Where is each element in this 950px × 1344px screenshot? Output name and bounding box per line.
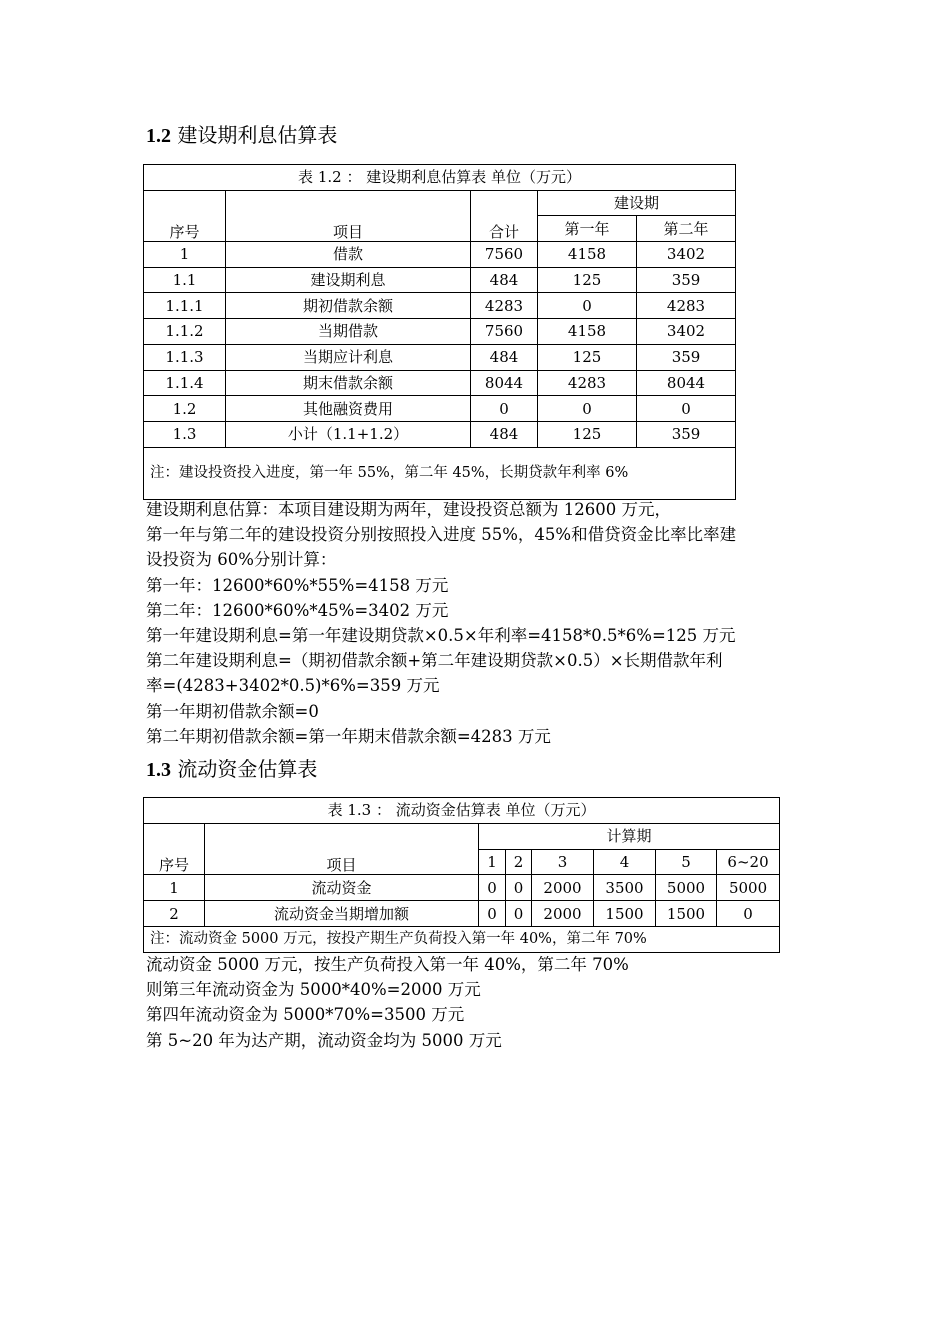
- header-period-1: 1: [479, 849, 506, 875]
- text-line: 第二年：12600*60%*45%=3402 万元: [146, 600, 449, 620]
- cell-p5: 5000: [656, 875, 717, 901]
- table-row: [144, 293, 736, 319]
- cell-p6-20: 0: [717, 901, 780, 927]
- cell-total: 484: [471, 421, 538, 447]
- header-no: 序号: [144, 823, 205, 875]
- cell-no: 1.1.1: [144, 293, 226, 319]
- text-line: 率=(4283+3402*0.5)*6%=359 万元: [146, 676, 440, 696]
- cell-p1: 0: [479, 875, 506, 901]
- cell-year1: 125: [538, 267, 637, 293]
- text-line: 第 5~20 年为达产期，流动资金均为 5000 万元: [146, 1030, 502, 1050]
- cell-year2: 359: [637, 344, 736, 370]
- cell-item: 其他融资费用: [226, 396, 471, 422]
- cell-year1: 4158: [538, 319, 637, 345]
- working-capital-table: [143, 797, 780, 953]
- table-row: [144, 901, 780, 927]
- interest-explanation: [146, 497, 816, 749]
- cell-p4: 3500: [594, 875, 656, 901]
- cell-no: 1.3: [144, 421, 226, 447]
- section-1-3-heading: [146, 756, 317, 783]
- cell-total: 7560: [471, 319, 538, 345]
- header-item: 项目: [226, 190, 471, 241]
- cell-total: 7560: [471, 242, 538, 268]
- header-period-4: 4: [594, 849, 656, 875]
- text-line: 第一年建设期利息=第一年建设期贷款×0.5×年利率=4158*0.5*6%=125 万元: [146, 626, 736, 646]
- cell-item: 当期应计利息: [226, 344, 471, 370]
- cell-no: 1.1: [144, 267, 226, 293]
- header-no: 序号: [144, 190, 226, 241]
- section-number: 1.3: [146, 759, 171, 781]
- cell-total: 0: [471, 396, 538, 422]
- cell-item: 借款: [226, 242, 471, 268]
- interest-table: [143, 164, 736, 500]
- cell-year1: 0: [538, 396, 637, 422]
- cell-p4: 1500: [594, 901, 656, 927]
- text-line: 第一年期初借款余额=0: [146, 701, 319, 721]
- cell-item: 期末借款余额: [226, 370, 471, 396]
- cell-year1: 4158: [538, 242, 637, 268]
- text-line: 则第三年流动资金为 5000*40%=2000 万元: [146, 980, 481, 1000]
- table-note: 注：流动资金 5000 万元，按投产期生产负荷投入第一年 40%，第二年 70%: [144, 926, 780, 952]
- cell-year1: 125: [538, 421, 637, 447]
- section-title: 流动资金估算表: [177, 757, 318, 781]
- text-line: 第一年与第二年的建设投资分别按照投入进度 55%，45%和借贷资金比率比率建: [146, 525, 737, 545]
- cell-year2: 3402: [637, 242, 736, 268]
- cell-p3: 2000: [532, 901, 594, 927]
- table-caption: 表 1.2 ： 建设期利息估算表 单位（万元）: [144, 165, 736, 191]
- cell-year1: 125: [538, 344, 637, 370]
- table-caption: 表 1.3 ： 流动资金估算表 单位（万元）: [144, 798, 780, 824]
- cell-year2: 0: [637, 396, 736, 422]
- header-item: 项目: [205, 823, 479, 875]
- header-period-2: 2: [506, 849, 532, 875]
- cell-p3: 2000: [532, 875, 594, 901]
- table-row: [144, 267, 736, 293]
- section-title: 建设期利息估算表: [177, 123, 338, 147]
- cell-no: 1.1.3: [144, 344, 226, 370]
- cell-total: 4283: [471, 293, 538, 319]
- text-line: 设投资为 60%分别计算：: [146, 550, 337, 570]
- text-line: 第一年：12600*60%*55%=4158 万元: [146, 575, 449, 595]
- cell-year2: 3402: [637, 319, 736, 345]
- table-row: [144, 344, 736, 370]
- section-1-2-heading: [146, 122, 337, 149]
- table-row: [144, 421, 736, 447]
- header-period-3: 3: [532, 849, 594, 875]
- cell-year2: 359: [637, 267, 736, 293]
- cell-no: 1: [144, 242, 226, 268]
- header-group: 建设期: [538, 190, 736, 216]
- cell-no: 1.1.2: [144, 319, 226, 345]
- cell-item: 流动资金当期增加额: [205, 901, 479, 927]
- cell-no: 1: [144, 875, 205, 901]
- cell-item: 当期借款: [226, 319, 471, 345]
- header-year1: 第一年: [538, 216, 637, 242]
- table-row: [144, 875, 780, 901]
- cell-no: 1.1.4: [144, 370, 226, 396]
- working-capital-explanation: [146, 952, 816, 1053]
- table-row: [144, 242, 736, 268]
- cell-item: 期初借款余额: [226, 293, 471, 319]
- cell-p5: 1500: [656, 901, 717, 927]
- header-group: 计算期: [479, 823, 780, 849]
- section-number: 1.2: [146, 125, 171, 147]
- table-row: [144, 396, 736, 422]
- text-line: 建设期利息估算：本项目建设期为两年，建设投资总额为 12600 万元，: [146, 500, 671, 519]
- text-line: 第四年流动资金为 5000*70%=3500 万元: [146, 1005, 465, 1025]
- cell-year1: 4283: [538, 370, 637, 396]
- cell-p2: 0: [506, 901, 532, 927]
- cell-item: 小计（1.1+1.2）: [226, 421, 471, 447]
- header-total: 合计: [471, 190, 538, 241]
- cell-year2: 8044: [637, 370, 736, 396]
- cell-item: 流动资金: [205, 875, 479, 901]
- cell-total: 484: [471, 267, 538, 293]
- header-year2: 第二年: [637, 216, 736, 242]
- cell-no: 2: [144, 901, 205, 927]
- cell-p1: 0: [479, 901, 506, 927]
- cell-p2: 0: [506, 875, 532, 901]
- table-note: 注：建设投资投入进度，第一年 55%，第二年 45%，长期贷款年利率 6%: [144, 447, 736, 499]
- cell-total: 484: [471, 344, 538, 370]
- cell-year2: 359: [637, 421, 736, 447]
- text-line: 第二年建设期利息=（期初借款余额+第二年建设期贷款×0.5）×长期借款年利: [146, 651, 723, 671]
- header-period-5: 5: [656, 849, 717, 875]
- cell-year2: 4283: [637, 293, 736, 319]
- cell-p6-20: 5000: [717, 875, 780, 901]
- table-row: [144, 370, 736, 396]
- cell-item: 建设期利息: [226, 267, 471, 293]
- cell-total: 8044: [471, 370, 538, 396]
- cell-no: 1.2: [144, 396, 226, 422]
- header-period-6-20: 6~20: [717, 849, 780, 875]
- text-line: 第二年期初借款余额=第一年期末借款余额=4283 万元: [146, 726, 551, 746]
- text-line: 流动资金 5000 万元，按生产负荷投入第一年 40%，第二年 70%: [146, 955, 629, 974]
- cell-year1: 0: [538, 293, 637, 319]
- table-row: [144, 319, 736, 345]
